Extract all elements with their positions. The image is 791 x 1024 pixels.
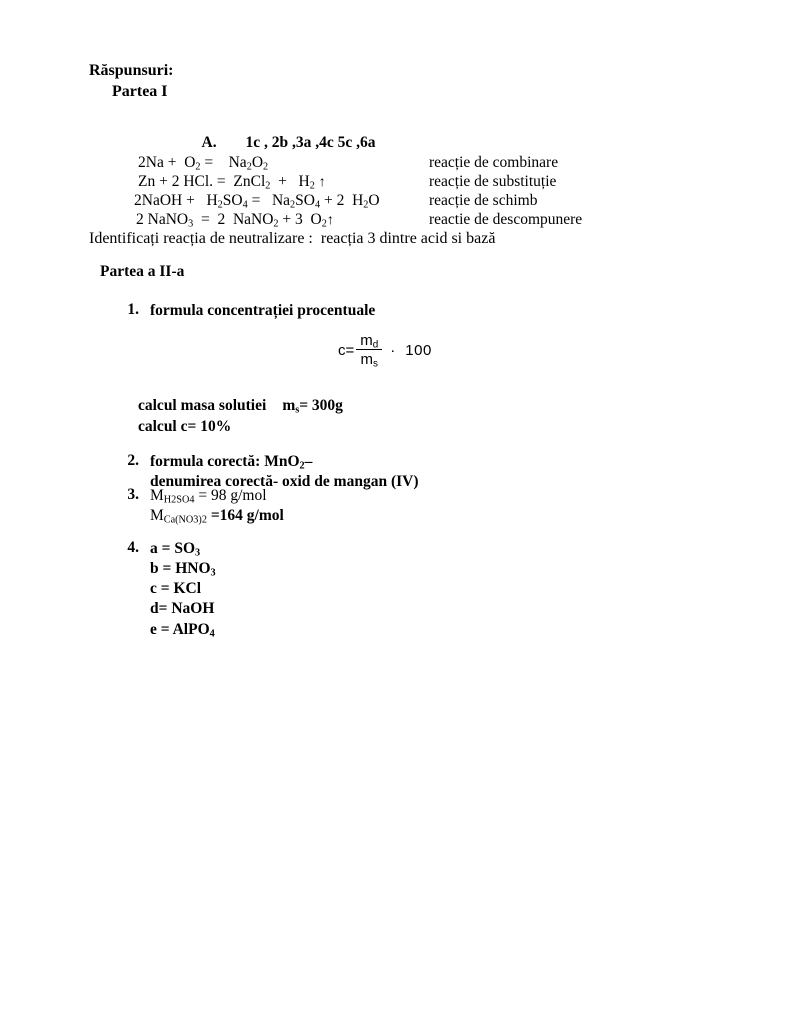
equation-row bbox=[0, 192, 791, 211]
list-item bbox=[113, 539, 216, 640]
formula-factor: 100 bbox=[405, 341, 432, 359]
list-item-body bbox=[150, 486, 284, 526]
list-item-line: e = AlPO$_4$ bbox=[150, 620, 215, 640]
answer-key-values: 1c , 2b ,3a ,4c 5c ,6a bbox=[245, 133, 376, 151]
list-item-line: c = KCl bbox=[150, 580, 202, 598]
equation-row bbox=[0, 173, 791, 192]
list-item-line: denumirea corectă- oxid de mangan (IV) bbox=[150, 473, 419, 491]
equation-type: reacție de substituție bbox=[429, 173, 557, 190]
formula-lhs: c= bbox=[338, 341, 355, 359]
list-item-number: 4. bbox=[127, 539, 139, 556]
list-item bbox=[113, 301, 375, 321]
list-item bbox=[113, 486, 284, 526]
list-item-line: $M_{H2SO4} = 98$ g/mol bbox=[150, 487, 267, 506]
section-heading-part-one: Partea I bbox=[112, 83, 168, 100]
list-item-number: 1. bbox=[127, 301, 139, 318]
equation-formula: $2Na + O_2$ = $Na_2O_2$ bbox=[138, 154, 269, 173]
calculation-line: calcul masa solutiei $m_s= 300g$ bbox=[138, 397, 343, 416]
fraction bbox=[356, 332, 382, 370]
equation-list bbox=[0, 154, 791, 230]
gas-up-arrow-icon: ↑ bbox=[318, 175, 326, 190]
list-item-number: 3. bbox=[127, 486, 139, 503]
calculation-line: calcul c= 10% bbox=[138, 417, 232, 435]
neutralization-note: Identificați reacția de neutralizare : reacția 3 dintre acid si bază bbox=[89, 230, 496, 247]
equation-formula: 2 NaNO$_3$ = 2 NaNO$_2$ + 3 $O_2↑$ bbox=[136, 211, 334, 230]
list-item-body bbox=[150, 539, 216, 640]
list-item-line: $M_{Ca(NO3)2} =164$ g/mol bbox=[150, 507, 284, 526]
equation-formula: 2NaOH + $H_2SO_4 = Na_2SO_4 + 2$ $H_2O$ bbox=[134, 192, 380, 211]
equation-row bbox=[0, 211, 791, 230]
gas-up-arrow-icon: ↑ bbox=[326, 213, 334, 228]
equation-row bbox=[0, 154, 791, 173]
fraction-numerator: $m_d$ bbox=[360, 332, 379, 351]
concentration-formula bbox=[338, 332, 432, 370]
equation-type: reactie de descompunere bbox=[429, 211, 583, 228]
list-item-number: 2. bbox=[127, 452, 139, 469]
list-item-line: formula corectă: MnO$_2$– bbox=[150, 453, 313, 472]
equation-formula: Zn + 2 HCl. = ZnCl$_2$ + $H_2$ ↑ bbox=[138, 173, 326, 192]
multiplication-dot: · bbox=[390, 341, 396, 359]
list-item-line: formula concentrației procentuale bbox=[150, 302, 376, 319]
list-item-body bbox=[150, 301, 375, 321]
list-item-line: d= NaOH bbox=[150, 600, 215, 618]
page-title: Răspunsuri: bbox=[89, 62, 174, 79]
list-item-line: $a = SO_3$ bbox=[150, 540, 201, 559]
list-item-line: $b = HNO_3$ bbox=[150, 560, 216, 579]
calculation-block bbox=[138, 396, 343, 437]
equation-type: reacție de combinare bbox=[429, 154, 559, 171]
fraction-denominator: $m_s$ bbox=[360, 351, 378, 370]
equation-type: reacție de schimb bbox=[429, 192, 538, 209]
section-heading-part-two: Partea a II-a bbox=[100, 263, 185, 280]
answer-key-label: A. bbox=[201, 133, 217, 151]
